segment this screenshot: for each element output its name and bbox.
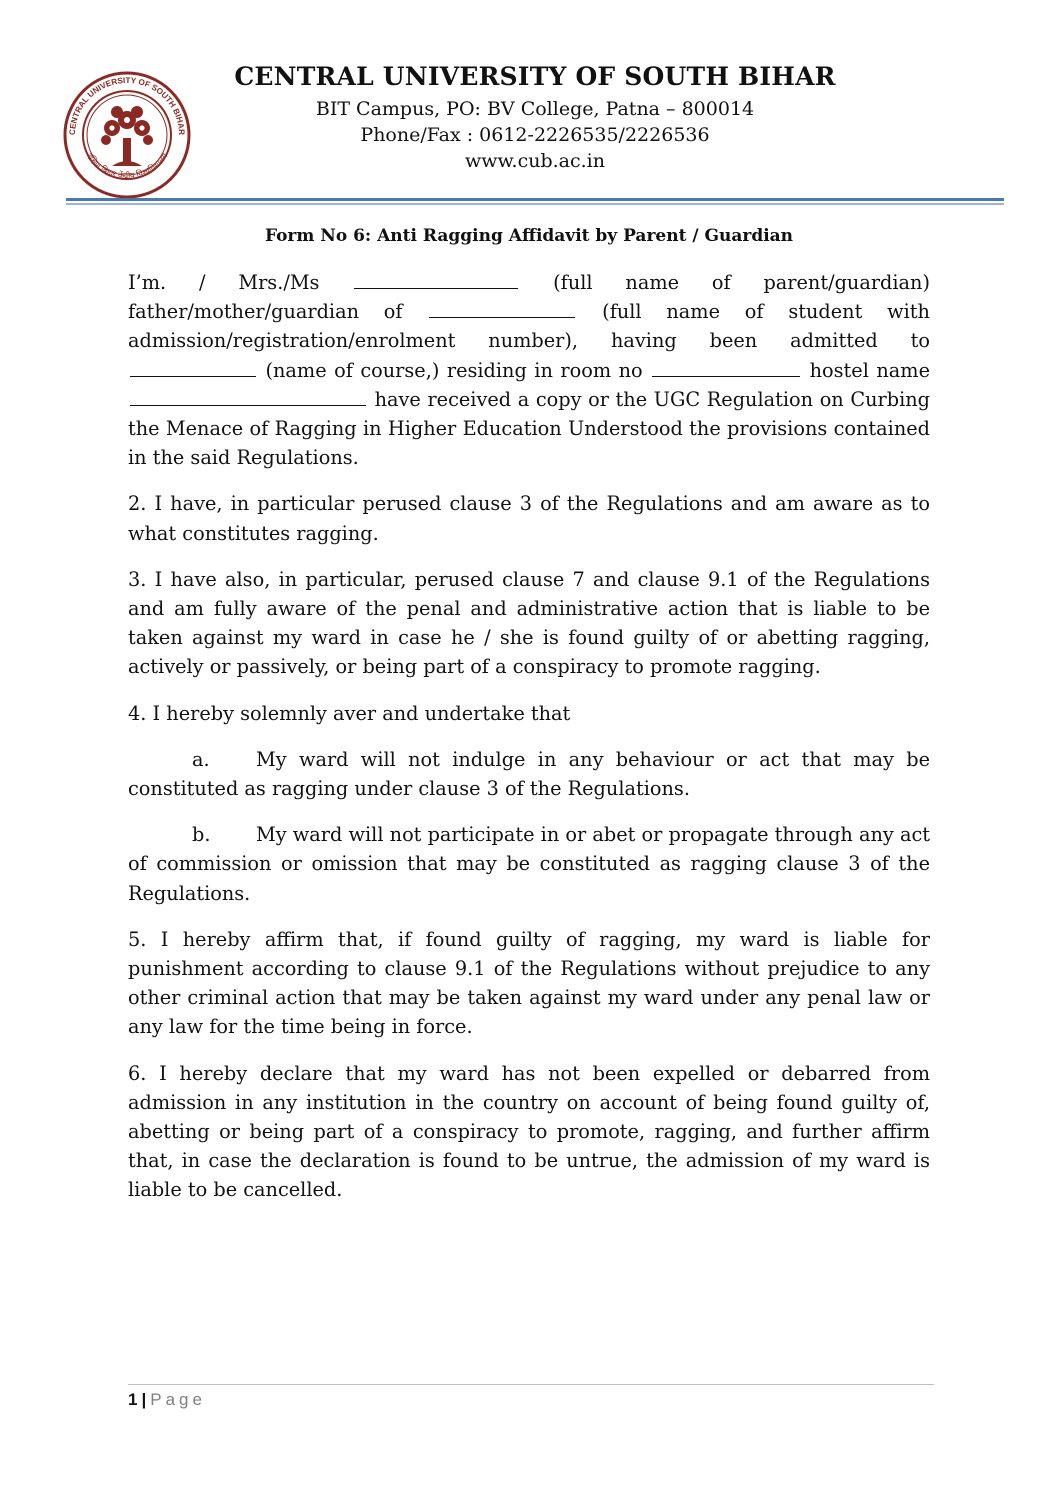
university-name: CENTRAL UNIVERSITY OF SOUTH BIHAR <box>234 62 836 91</box>
paragraph-4: 4. I hereby solemnly aver and undertake that <box>128 701 571 725</box>
paragraph-2: 2. I have, in particular perused clause 3 of the Regulations and am aware as to what constitutes ragging. <box>128 492 930 545</box>
student-name-blank[interactable] <box>429 299 575 318</box>
parent-name-blank[interactable] <box>354 270 518 289</box>
page-label: Page <box>150 1390 206 1409</box>
item-a-label: a. <box>192 747 210 771</box>
item-b-label: b. <box>192 823 211 847</box>
undertaking-item-b <box>128 820 930 908</box>
paragraph-1: I’m. / Mrs./Ms (full name of parent/guardian) father/mother/guardian of (full name of student with admission/registration/enrolment number), having been admitted to (name of course,) residing in room no hostel name have received a copy or the UGC Regulation on Curbing the Menace of Ragging in Higher Education Understood the provisions contained in the said Regulations. <box>128 271 930 470</box>
item-b-text: My ward will not participate in or abet or propagate through any act of commission or omission that may be constituted as ragging clause 3 of the Regulations. <box>128 823 930 905</box>
header-divider <box>66 198 1004 201</box>
undertaking-item-a <box>128 745 930 803</box>
university-phone: Phone/Fax : 0612-2226535/2226536 <box>360 124 710 146</box>
university-address: BIT Campus, PO: BV College, Patna – 800014 <box>315 98 755 120</box>
room-number-blank[interactable] <box>652 358 800 377</box>
course-name-blank[interactable] <box>130 358 256 377</box>
seal-ring-text-en: CENTRAL UNIVERSITY OF SOUTH BIHAR <box>67 75 187 136</box>
university-seal-logo <box>62 70 192 200</box>
paragraph-3: 3. I have also, in particular, perused clause 7 and clause 9.1 of the Regulations and am fully aware of the penal and administrative action that is liable to be taken against my ward in case he / she is found guilty of or abetting ragging, actively or passively, or being part of a conspiracy to promote ragging. <box>128 567 930 679</box>
footer-separator: | <box>141 1390 147 1409</box>
seal-ring-text-hi: दक्षिण बिहार केंद्रीय विश्वविद्यालय <box>84 151 170 181</box>
paragraph-6: 6. I hereby declare that my ward has not been expelled or debarred from admission in any institution in the country on account of being found guilty of, abetting or being part of a conspiracy to promote, ragging, and further affirm that, in case the declaration is found to be untrue, the admission of my ward is liable to be cancelled. <box>128 1061 930 1202</box>
hostel-name-blank[interactable] <box>130 387 366 406</box>
form-title: Form No 6: Anti Ragging Affidavit by Parent / Guardian <box>264 226 794 246</box>
item-a-text: My ward will not indulge in any behaviour or act that may be constituted as ragging under clause 3 of the Regulations. <box>128 747 930 801</box>
university-website: www.cub.ac.in <box>465 150 605 172</box>
page-number: 1 <box>128 1390 138 1409</box>
paragraph-5: 5. I hereby affirm that, if found guilty of ragging, my ward is liable for punishment according to clause 9.1 of the Regulations without prejudice to any other criminal action that may be taken against my ward under any penal law or any law for the time being in force. <box>128 927 930 1039</box>
page-footer <box>128 1390 206 1410</box>
affidavit-body <box>128 268 930 1222</box>
header-divider-secondary <box>66 203 1004 205</box>
footer-divider <box>128 1384 934 1385</box>
